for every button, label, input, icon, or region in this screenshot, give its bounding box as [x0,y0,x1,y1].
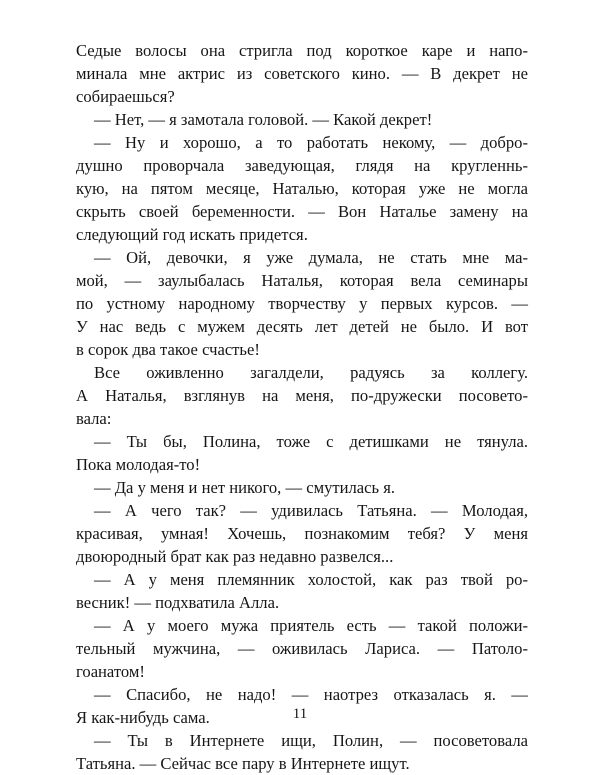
text-line: — Ой, девочки, я уже думала, не стать мне ма- [94,248,528,267]
text-line: Пока молодая-то! [76,455,201,474]
text-line: А Наталья, взглянув на меня, по-дружески посовето- [76,386,528,405]
text-line: тельный мужчина, — оживилась Лариса. — Патоло- [76,639,528,658]
text-line: красивая, умная! Хочешь, познакомим тебя? У меня [76,524,528,543]
text-line: — А у моего мужа приятель есть — такой положи- [94,616,528,635]
text-line: — Нет, — я замотала головой. — Какой декрет! [94,110,433,129]
text-line: скрыть своей беременности. — Вон Наталье замену на [76,202,528,221]
text-line: — Спасибо, не надо! — наотрез отказалась я. — [94,685,528,704]
text-line: Я как-нибудь сама. [76,708,210,727]
text-line: — Ты в Интернете ищи, Полин, — посоветовала [94,731,528,750]
text-line: мой, — заулыбалась Наталья, которая вела семинары [76,271,528,290]
text-line: душно проворчала заведующая, глядя на кругленнь- [76,156,528,175]
text-line: минала мне актрис из советского кино. — В декрет не [76,64,528,83]
text-line: по устному народному творчеству у первых курсов. — [76,294,528,313]
text-line: — Ну и хорошо, а то работать некому, — добро- [94,133,528,152]
body-text [76,39,528,775]
text-line: следующий год искать придется. [76,225,308,244]
text-line: весник! — подхватила Алла. [76,593,280,612]
text-line: — А чего так? — удивилась Татьяна. — Молодая, [94,501,528,520]
text-line: Седые волосы она стригла под короткое каре и напо- [76,41,528,60]
text-line: гоанатом! [76,662,145,681]
page-number: 11 [292,706,308,722]
text-line: кую, на пятом месяце, Наталью, которая уже не могла [76,179,528,198]
text-line: — А у меня племянник холостой, как раз твой ро- [94,570,528,589]
text-line: собираешься? [76,87,175,106]
text-line: — Ты бы, Полина, тоже с детишками не тянула. [94,432,528,451]
text-line: — Да у меня и нет никого, — смутилась я. [94,478,396,497]
text-line: Все оживленно загалдели, радуясь за коллегу. [94,363,528,382]
text-line: У нас ведь с мужем десять лет детей не было. И вот [76,317,528,336]
text-line: вала: [76,409,112,428]
text-line: Татьяна. — Сейчас все пару в Интернете ищут. [76,754,410,773]
text-line: в сорок два такое счастье! [76,340,260,359]
text-line: двоюродный брат как раз недавно развелся... [76,547,394,566]
